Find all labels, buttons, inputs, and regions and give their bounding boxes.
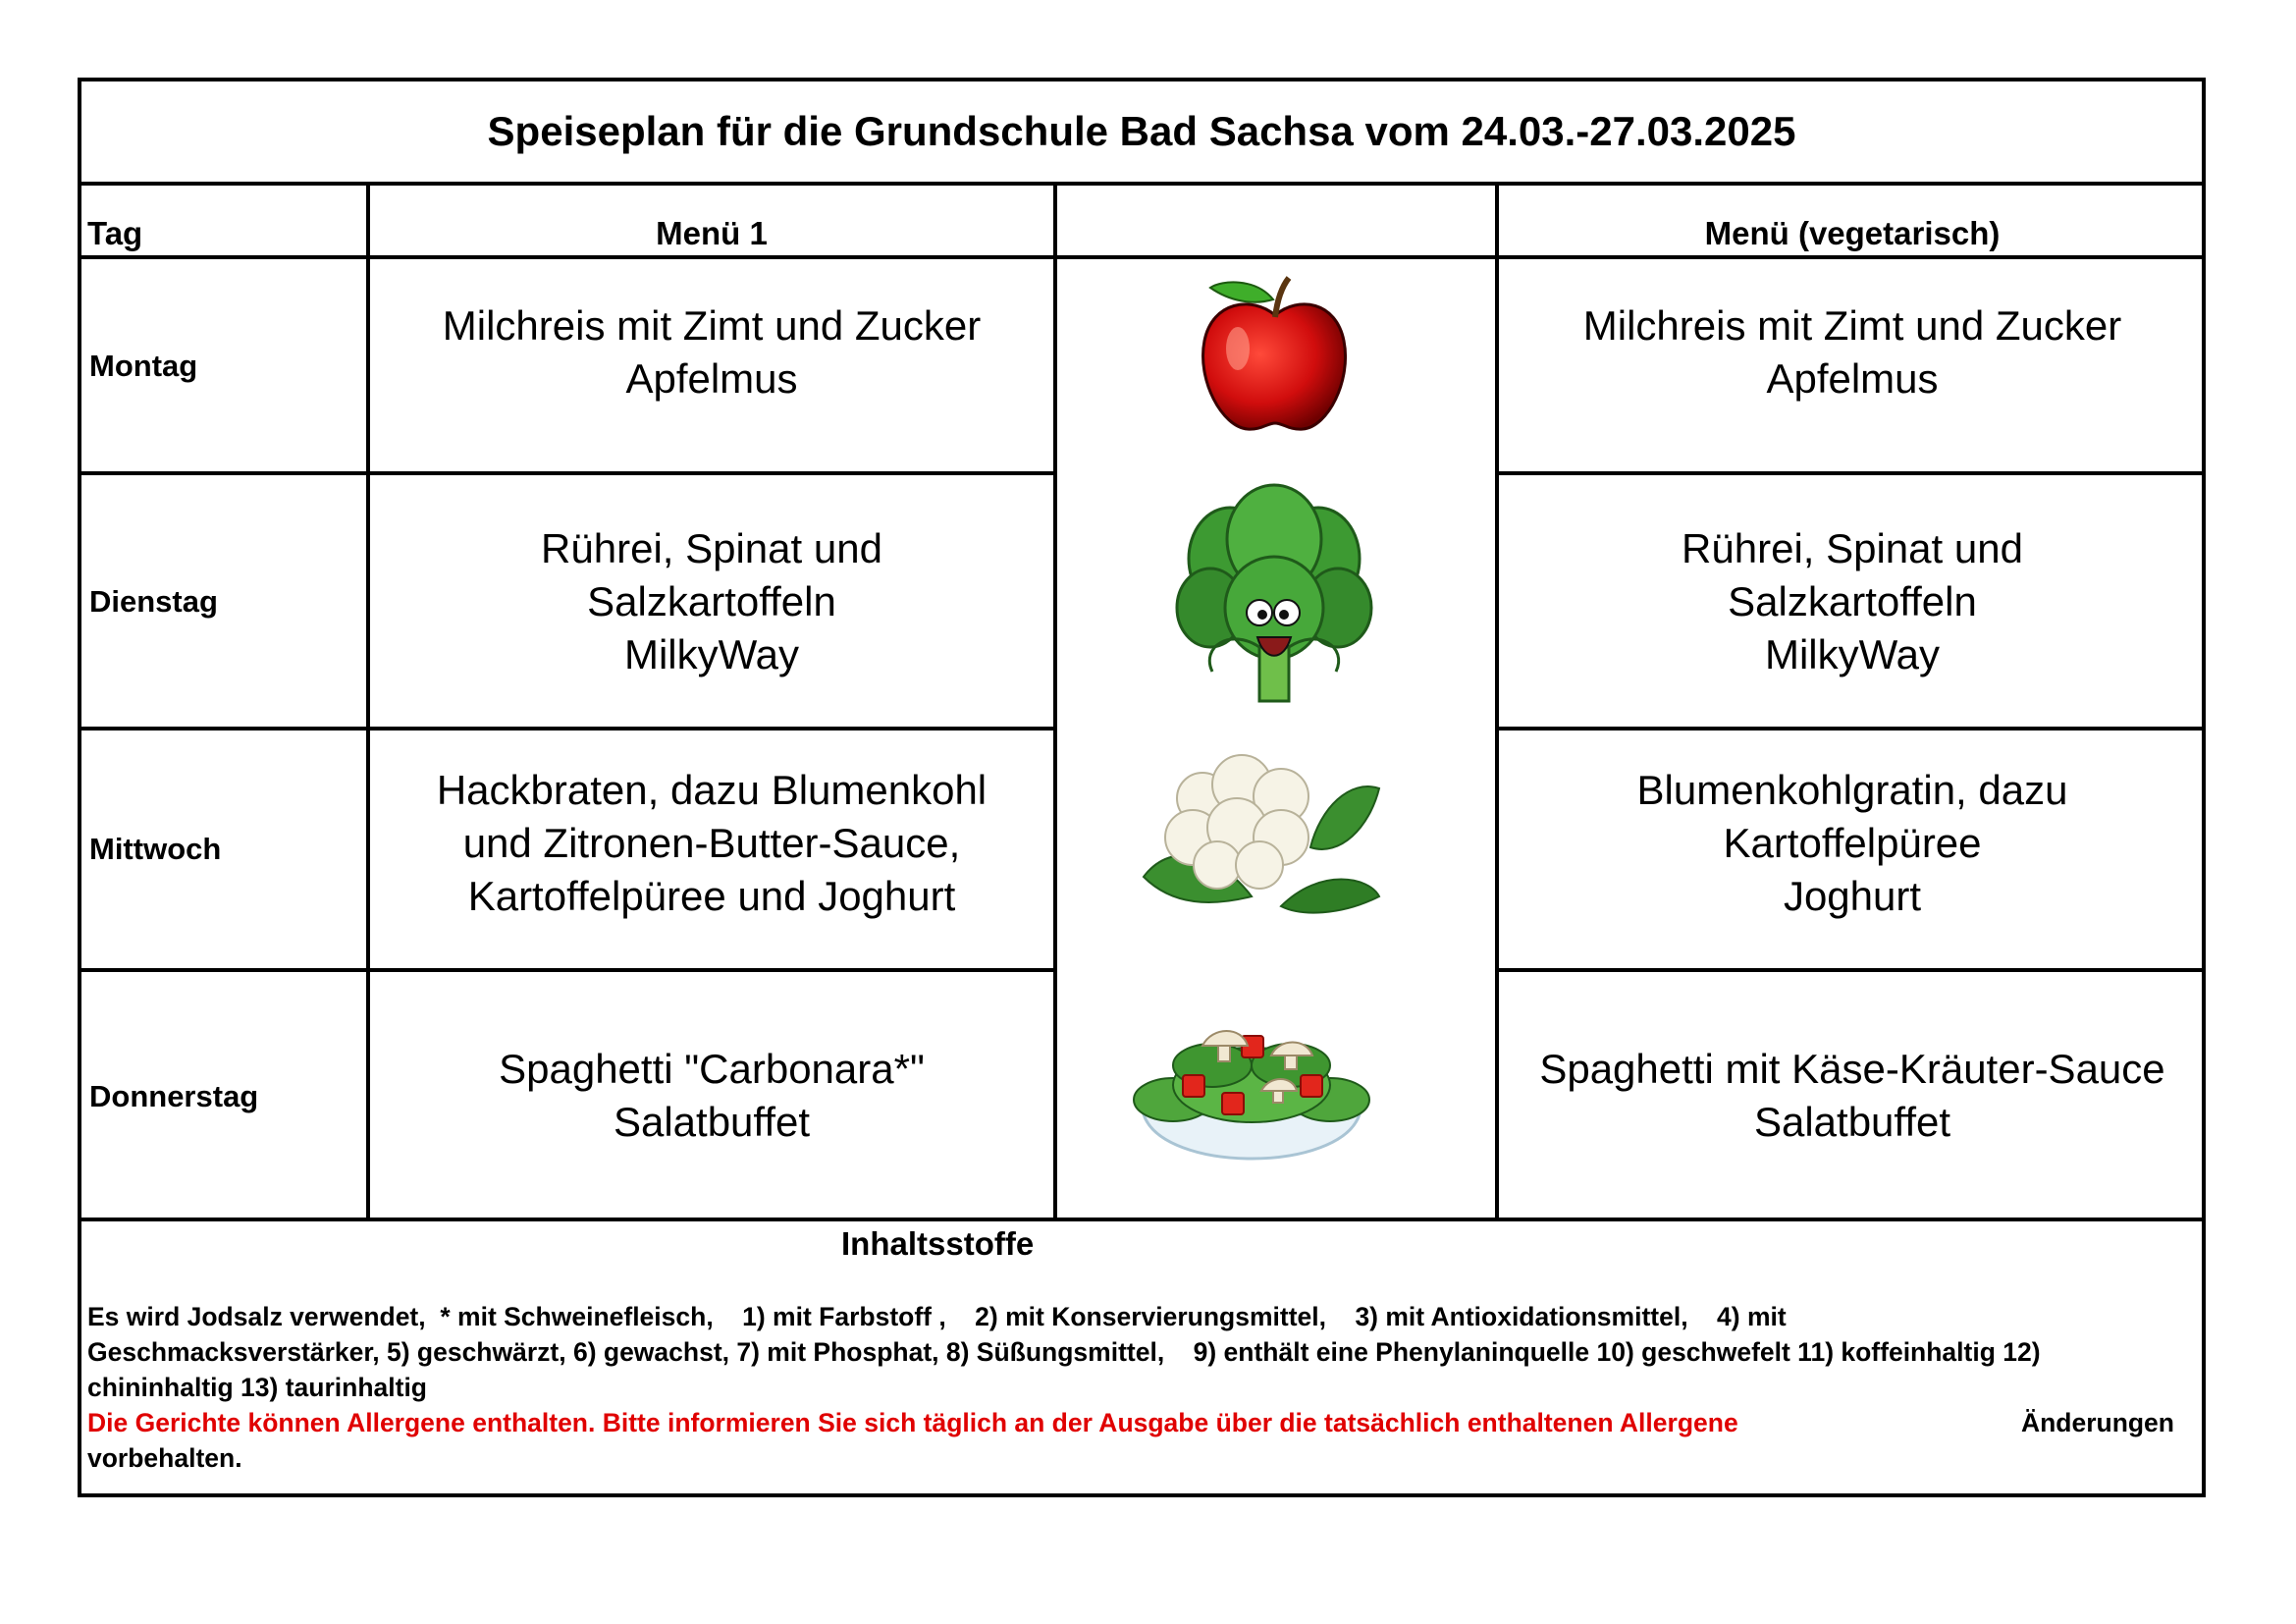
salad-bowl-icon (1124, 1006, 1379, 1183)
vegetarian-dish: Rührei, Spinat und Salzkartoffeln MilkyWay (1682, 525, 2023, 677)
spinach-icon (1161, 480, 1387, 716)
changes-note: Änderungen (2020, 1408, 2174, 1437)
menu1-dish: Rührei, Spinat und Salzkartoffeln MilkyWay (541, 525, 882, 677)
day-label: Dienstag (89, 584, 218, 619)
page-title: Speiseplan für die Grundschule Bad Sachsa vom 24.03.-27.03.2025 (81, 81, 2202, 186)
header-menu1: Menü 1 (656, 215, 768, 251)
header-menu-vegetarian: Menü (vegetarisch) (1704, 215, 2001, 251)
vegetarian-dish: Blumenkohlgratin, dazu Kartoffelpüree Joghurt (1636, 767, 2068, 919)
day-label: Mittwoch (89, 832, 222, 866)
cauliflower-icon (1134, 749, 1389, 916)
ingredients-title: Inhaltsstoffe (841, 1225, 1035, 1262)
vegetarian-dish: Milchreis mit Zimt und Zucker Apfelmus (1582, 302, 2122, 402)
ingredients-notes: Es wird Jodsalz verwendet, * mit Schweinefleisch, 1) mit Farbstoff , 2) mit Konservierungsmittel, 3) mit Antioxidationsmittel, 4) mit Geschmacksverstärker, 5) geschwärzt, 6) gewachst, 7) mit Phosphat, 8) Süßungsmittel, 9) enthält eine Phenylaninquelle 10) geschwefelt 11) koffeinhaltig 12) chininhaltig 13) taurinhaltig Die Gerichte können Allergene enthalten. Bitte informieren Sie sich täglich an der Ausgabe über die tatsächlich enthaltenen Allergene Änderungen vorbehalten. (87, 1302, 2174, 1473)
header-day: Tag (87, 215, 143, 251)
apple-icon (1183, 272, 1360, 439)
column-divider (1053, 182, 1057, 1221)
day-label: Donnerstag (89, 1079, 259, 1113)
vegetarian-dish: Spaghetti mit Käse-Kräuter-Sauce Salatbuffet (1539, 1046, 2165, 1145)
day-label: Montag (89, 349, 198, 383)
menu-plan-table (78, 78, 2206, 1497)
menu1-dish: Spaghetti "Carbonara*" Salatbuffet (499, 1046, 925, 1145)
menu1-dish: Milchreis mit Zimt und Zucker Apfelmus (442, 302, 982, 402)
allergen-notice: Die Gerichte können Allergene enthalten. Bitte informieren Sie sich täglich an der Ausgabe über die tatsächlich enthaltenen Allergene (87, 1408, 1738, 1437)
table-bottom-line (78, 1218, 2206, 1221)
menu1-dish: Hackbraten, dazu Blumenkohl und Zitronen-Butter-Sauce, Kartoffelpüree und Joghurt (436, 767, 988, 919)
